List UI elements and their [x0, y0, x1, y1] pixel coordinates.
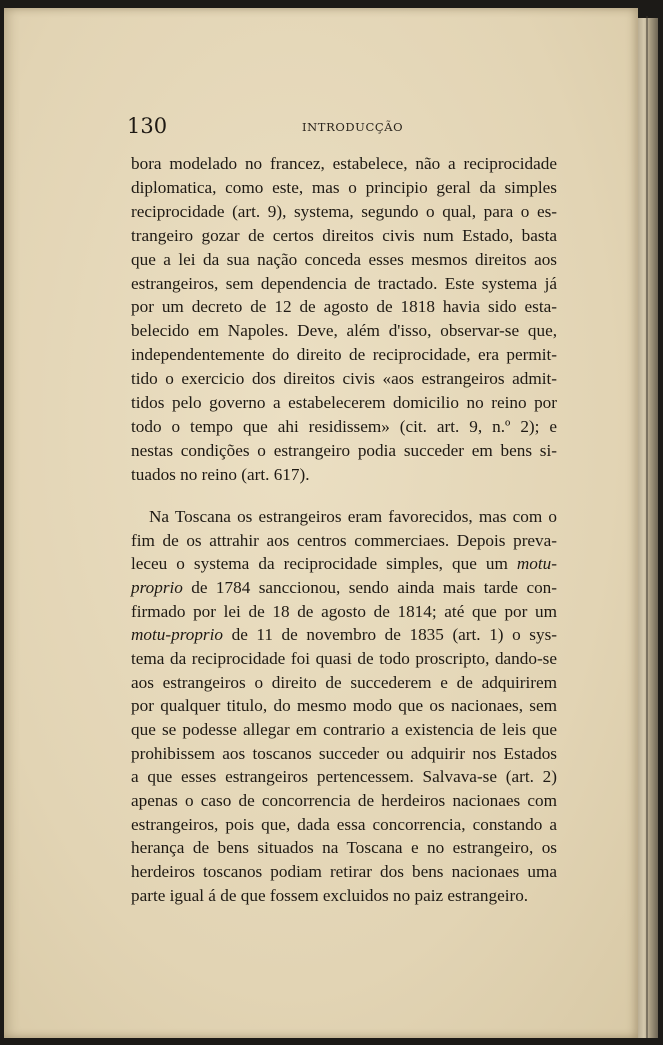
text-line: apenas o caso de concorrencia de herdeiros nacionaes com	[131, 790, 557, 810]
text-line: por um decreto de 12 de agosto de 1818 havia sido esta-	[131, 297, 557, 317]
page-edge-shadow	[646, 16, 648, 1038]
text-line	[131, 576, 557, 600]
text-line: que se podesse allegar em contrario a existencia de leis que	[131, 719, 557, 739]
text-line	[131, 623, 557, 647]
text-line: herança de bens situados na Toscana e no estrangeiro, os	[131, 838, 557, 858]
text-line	[131, 552, 557, 576]
text-line: belecido em Napoles. Deve, além d'isso, observar-se que,	[131, 321, 557, 341]
text-line: estrangeiros, sem dependencia de tractado. Este systema já	[131, 273, 557, 293]
text-run: de 11 de novembro de 1835 (art. 1) o sys-	[223, 625, 557, 645]
text-line: fim de os attrahir aos centros commerciaes. Depois preva-	[131, 530, 557, 550]
text-line: aos estrangeiros o direito de succederem e de adquirirem	[131, 672, 557, 692]
text-line: estrangeiros, pois que, dada essa concorrencia, constando a	[131, 814, 557, 834]
text-line: a que esses estrangeiros pertencessem. Salvava-se (art. 2)	[131, 767, 557, 787]
paragraph-2	[131, 505, 557, 907]
text-line: Na Toscana os estrangeiros eram favorecidos, mas com o	[149, 507, 557, 526]
running-head: INTRODUCÇÃO	[302, 120, 404, 134]
paragraph-1	[131, 152, 557, 487]
text-line: todo o tempo que ahi residissem» (cit. art. 9, n.º 2); e	[131, 416, 557, 436]
text-line: prohibissem aos toscanos succeder ou adquirir nos Estados	[131, 743, 557, 763]
text-line: diplomatica, como este, mas o principio geral da simples	[131, 177, 557, 197]
text-line: tuados no reino (art. 617).	[131, 464, 310, 484]
text-line: reciprocidade (art. 9), systema, segundo o qual, para o es-	[131, 201, 557, 221]
page-edge	[638, 18, 658, 1038]
text-line: bora modelado no francez, estabelece, não a reciprocidade	[131, 154, 557, 173]
text-line: por qualquer titulo, do mesmo modo que os nacionaes, sem	[131, 696, 557, 716]
text-line: herdeiros toscanos podiam retirar dos bens nacionaes uma	[131, 861, 557, 881]
text-line: tidos pelo governo a estabelecerem domicilio no reino por	[131, 393, 557, 413]
text-line: parte igual á de que fossem excluidos no paiz estrangeiro.	[131, 885, 529, 905]
page-header	[127, 114, 559, 142]
text-line: trangeiro gozar de certos direitos civis num Estado, basta	[131, 225, 557, 245]
text-line: independentemente do direito de reciprocidade, era permit-	[131, 345, 557, 365]
italic-term: motu-proprio	[131, 625, 223, 645]
text-line: que a lei da sua nação conceda esses mesmos direitos aos	[131, 249, 557, 269]
text-run: leceu o systema da reciprocidade simples, que um	[131, 554, 517, 574]
page-number: 130	[127, 114, 168, 138]
text-line: nestas condições o estrangeiro podia succeder em bens si-	[131, 440, 557, 460]
italic-term: proprio	[131, 577, 183, 597]
italic-term: motu-	[516, 554, 557, 574]
text-line: tema da reciprocidade foi quasi de todo proscripto, dando-se	[131, 648, 557, 668]
text-line: tido o exercicio dos direitos civis «aos estrangeiros admit-	[131, 369, 557, 389]
text-line: firmado por lei de 18 de agosto de 1814; até que por um	[131, 601, 557, 621]
text-run: de 1784 sanccionou, sendo ainda mais tarde con-	[182, 577, 557, 597]
